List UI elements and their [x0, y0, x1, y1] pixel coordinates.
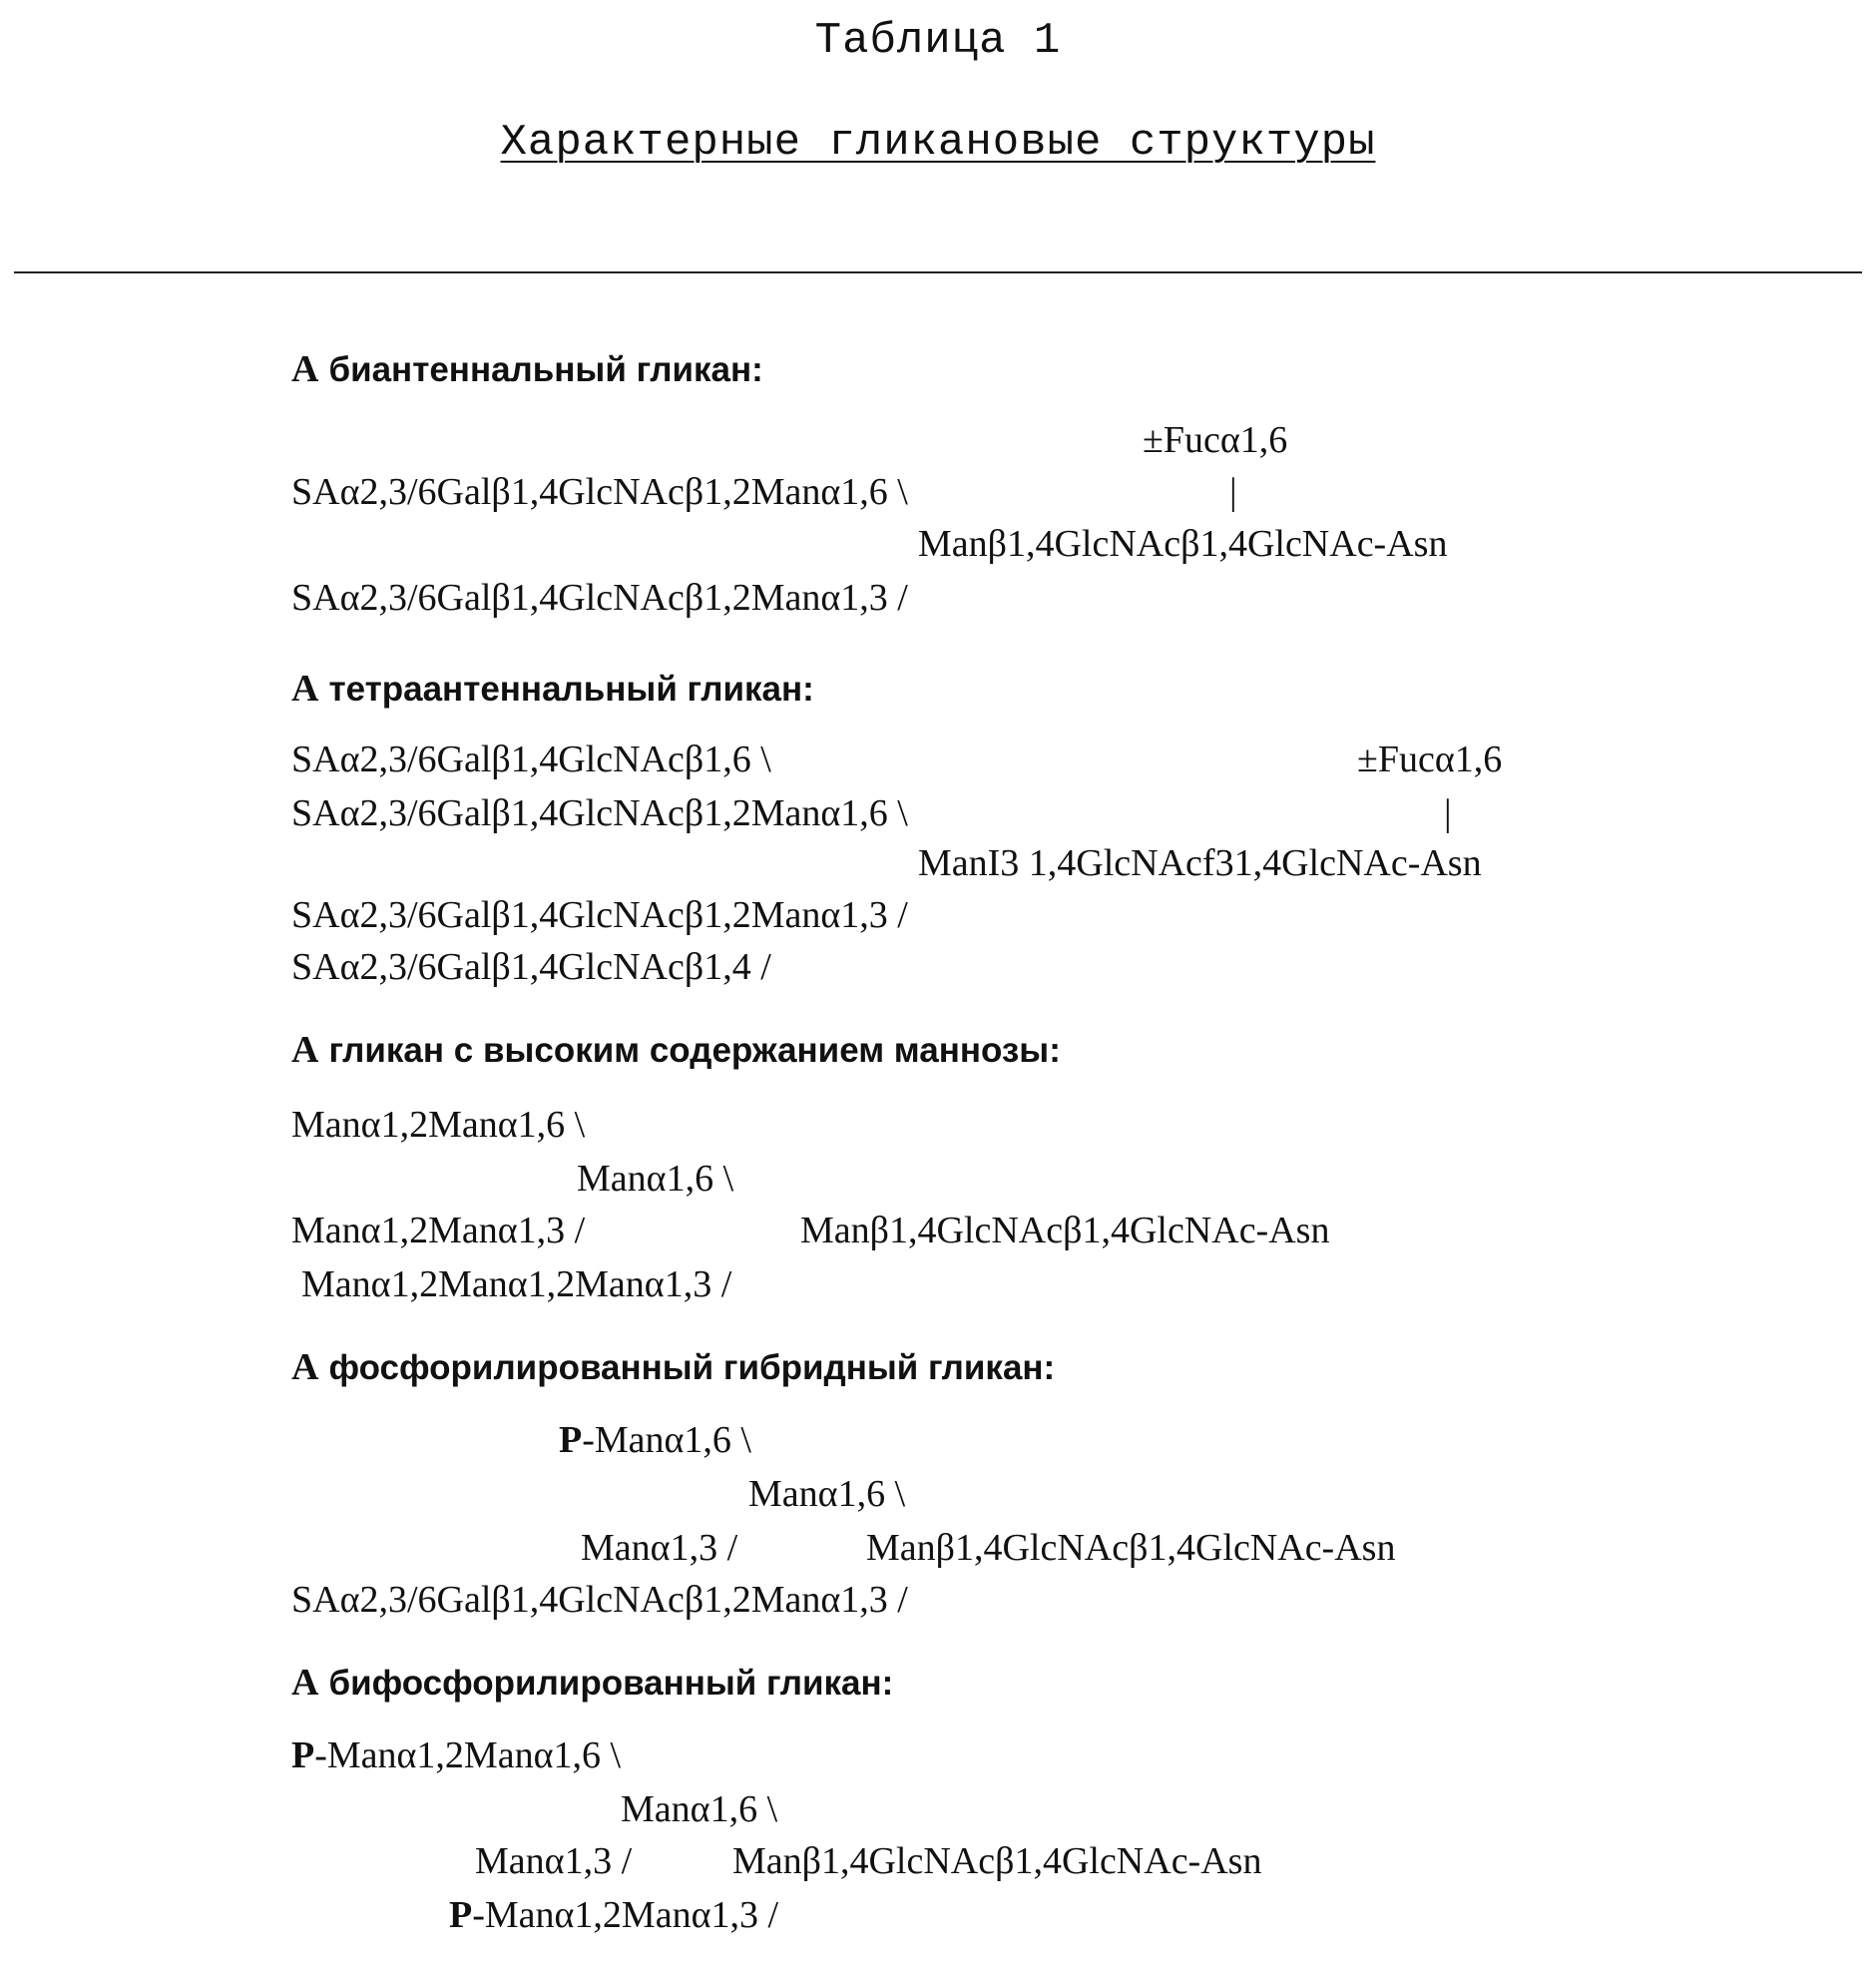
glycan-bond-line: |: [1229, 471, 1237, 513]
glycan-line: SAα2,3/6Galβ1,4GlcNAcβ1,2Manα1,6 \: [291, 471, 908, 513]
table-subtitle-text: Характерные гликановые структуры: [500, 118, 1376, 168]
glycan-line: Manα1,6 \: [621, 1788, 778, 1830]
glycan-line: Manα1,6 \: [577, 1158, 734, 1200]
glycan-line: Manα1,3 /: [475, 1840, 633, 1882]
table-subtitle: [0, 118, 1876, 168]
section-heading-high-mannose: А гликан с высоким содержанием маннозы:: [291, 1029, 1061, 1071]
table-title: Таблица 1: [814, 16, 1062, 66]
glycan-line: SAα2,3/6Galβ1,4GlcNAcβ1,2Manα1,6 \: [291, 792, 908, 834]
glycan-line: SAα2,3/6Galβ1,4GlcNAcβ1,2Manα1,3 /: [291, 894, 908, 936]
glycan-line: Manα1,2Manα1,6 \: [291, 1104, 586, 1146]
glycan-line: SAα2,3/6Galβ1,4GlcNAcβ1,2Manα1,3 /: [291, 1579, 908, 1621]
glycan-line: SAα2,3/6Galβ1,4GlcNAcβ1,2Manα1,3 /: [291, 577, 908, 619]
glycan-line: P-Manα1,2Manα1,6 \: [291, 1734, 622, 1776]
phosphate-marker: P: [291, 1734, 315, 1776]
section-heading-biantennary: А биантеннальный гликан:: [291, 348, 763, 390]
section-heading-bisphosphorylated: А бифосфорилированный гликан:: [291, 1662, 894, 1704]
glycan-line: P-Manα1,2Manα1,3 /: [449, 1894, 779, 1936]
section-heading-phosphorylated-hybrid: А фосфорилированный гибридный гликан:: [291, 1346, 1056, 1388]
glycan-line: SAα2,3/6Galβ1,4GlcNAcβ1,4 /: [291, 946, 771, 988]
glycan-line: Manα1,2Manα1,3 /: [291, 1210, 586, 1251]
glycan-line: Manα1,2Manα1,2Manα1,3 /: [301, 1263, 732, 1305]
phosphate-marker: P: [559, 1419, 583, 1461]
section-heading-tetraantennary: А тетраантеннальный гликан:: [291, 668, 814, 710]
glycan-line: ManI3 1,4GlcNAcf31,4GlcNAc-Asn: [918, 842, 1482, 884]
horizontal-rule: [14, 271, 1862, 273]
glycan-line: Manα1,6 \: [748, 1473, 906, 1515]
glycan-line: P-Manα1,6 \: [559, 1419, 751, 1461]
glycan-line: Manβ1,4GlcNAcβ1,4GlcNAc-Asn: [800, 1210, 1330, 1251]
glycan-line: Manβ1,4GlcNAcβ1,4GlcNAc-Asn: [866, 1527, 1396, 1569]
phosphate-marker: P: [449, 1894, 473, 1936]
glycan-line: ±Fucα1,6: [1357, 738, 1503, 780]
glycan-line: Manα1,3 /: [581, 1527, 738, 1569]
glycan-bond-line: |: [1444, 792, 1452, 834]
glycan-line: ±Fucα1,6: [1143, 419, 1288, 461]
glycan-line: Manβ1,4GlcNAcβ1,4GlcNAc-Asn: [918, 523, 1448, 565]
glycan-line: Manβ1,4GlcNAcβ1,4GlcNAc-Asn: [732, 1840, 1262, 1882]
glycan-line: SAα2,3/6Galβ1,4GlcNAcβ1,6 \: [291, 738, 771, 780]
